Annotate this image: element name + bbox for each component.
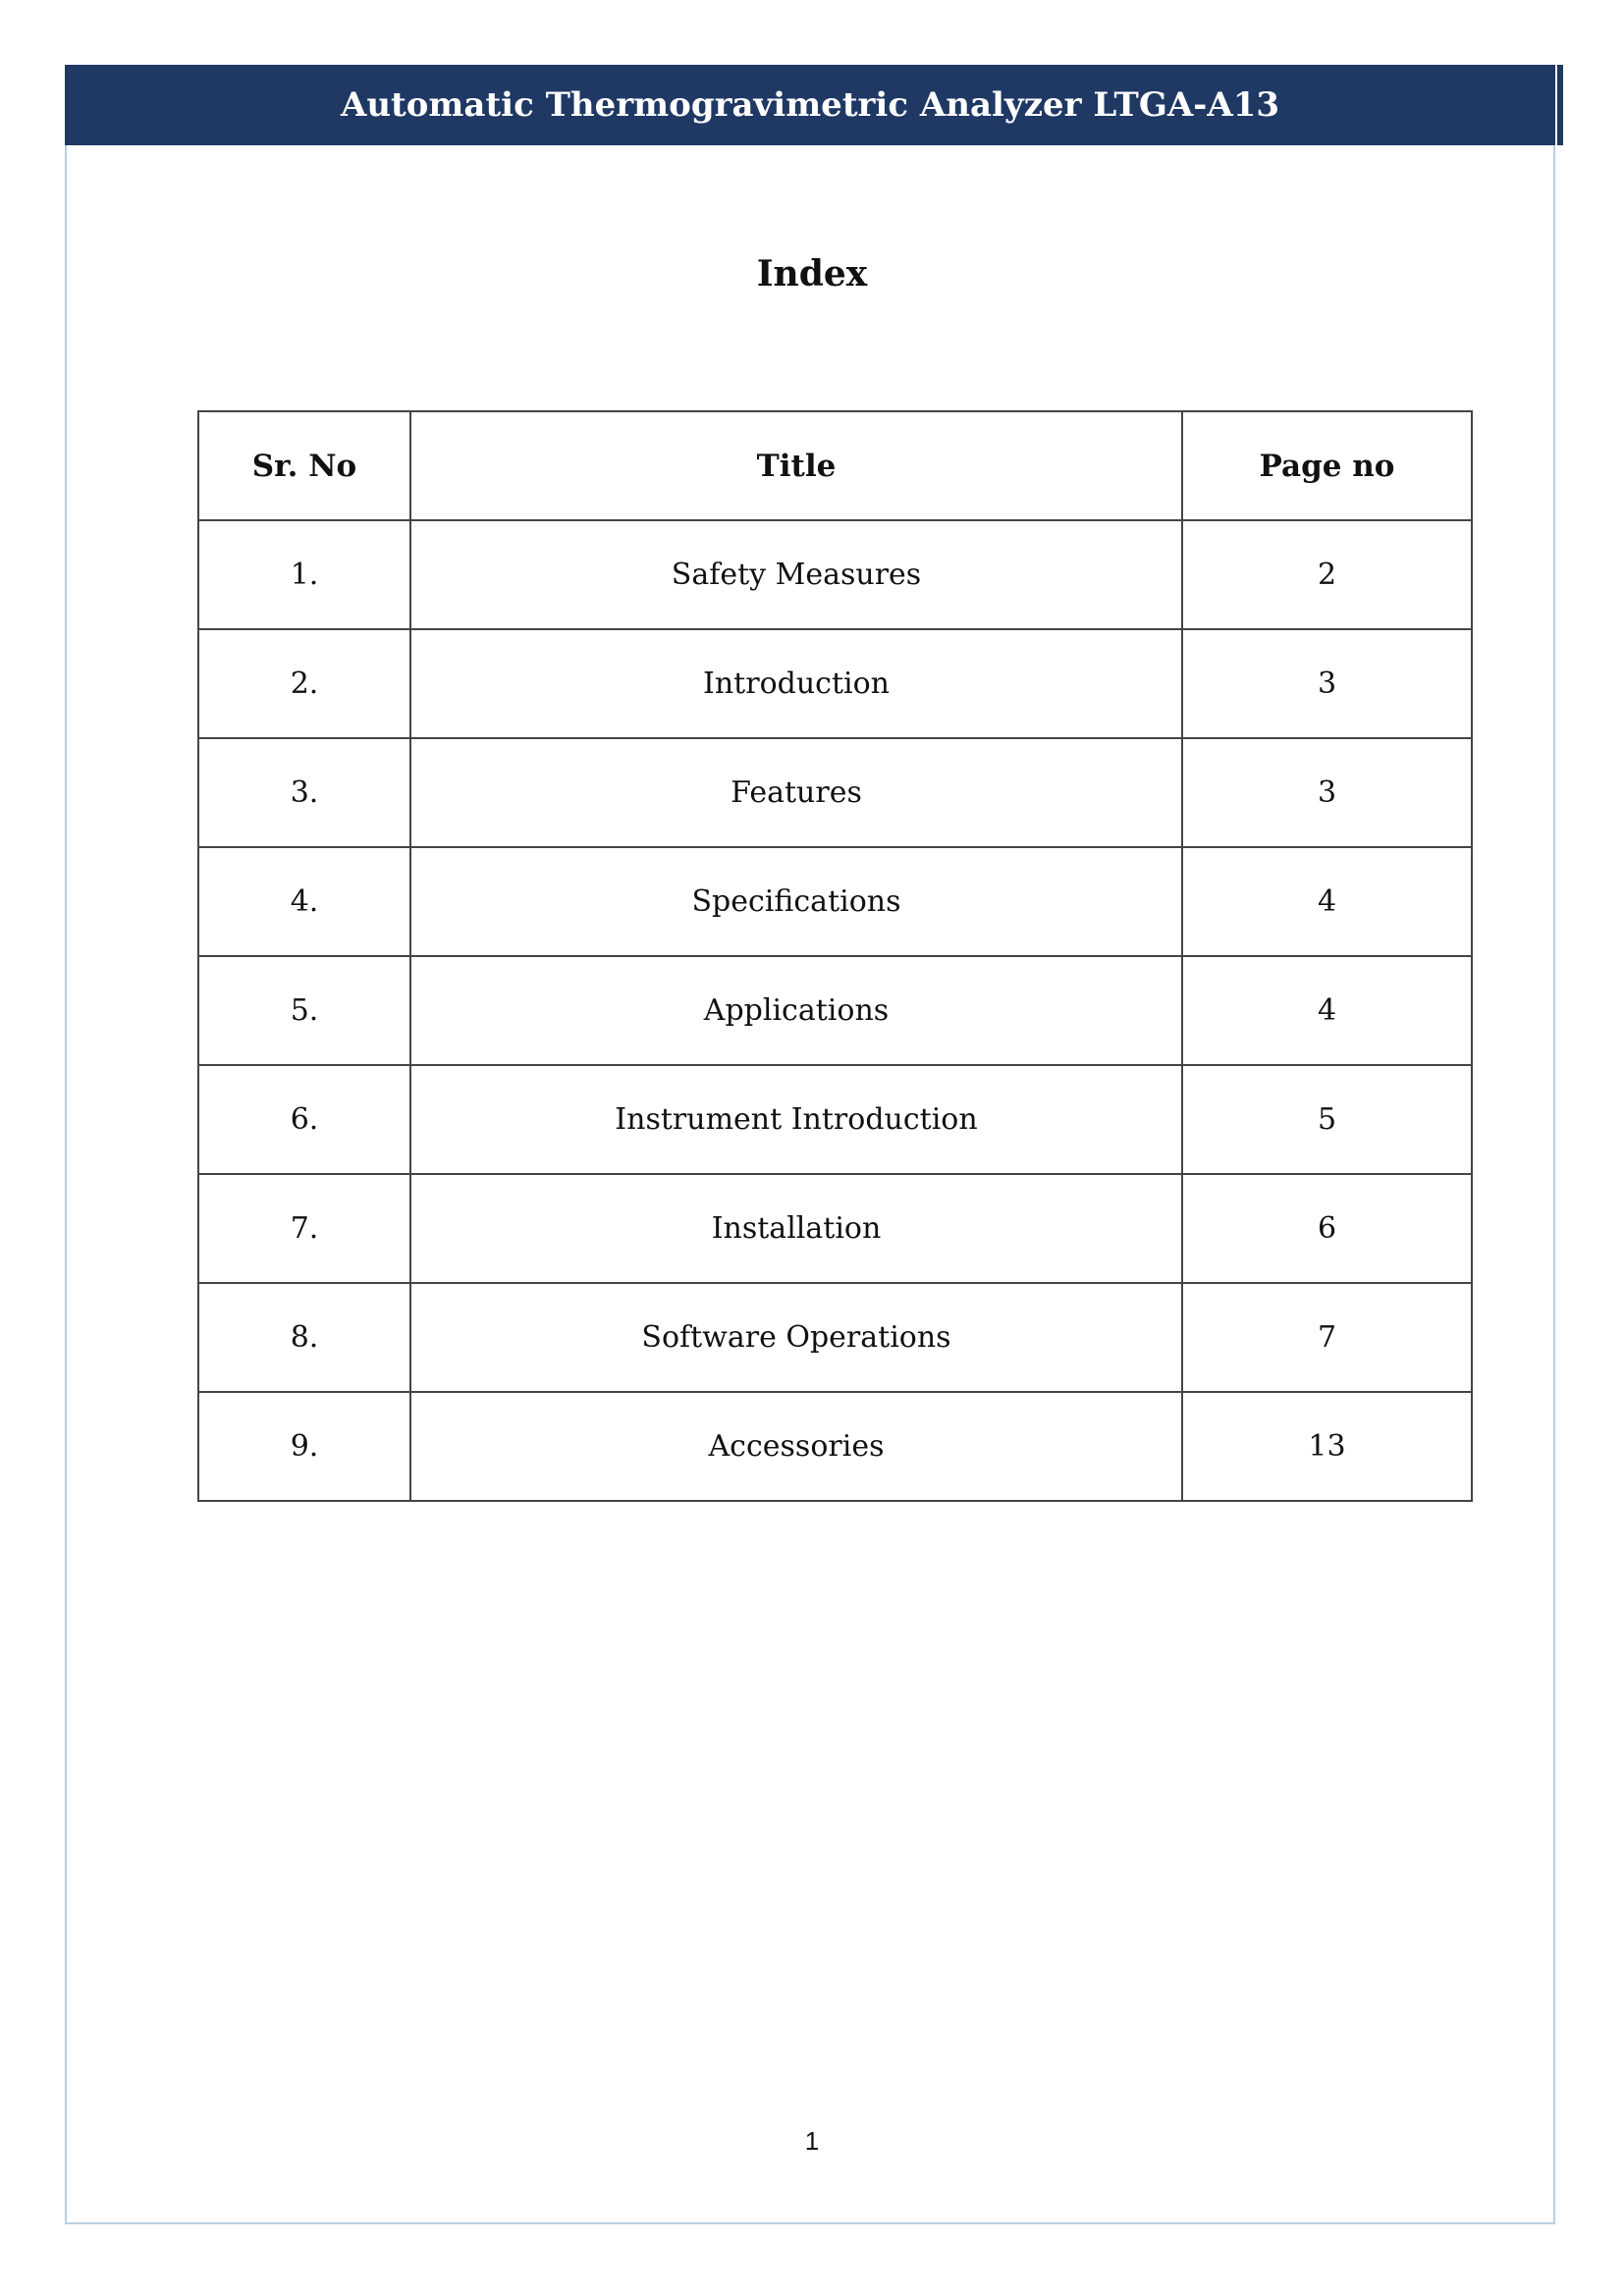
title-cell: Features: [410, 738, 1182, 847]
table-row: [198, 956, 1472, 1065]
table-row: [198, 847, 1472, 956]
table-header-row: [198, 411, 1472, 520]
page-no-cell: 7: [1182, 1283, 1472, 1392]
document-title: Automatic Thermogravimetric Analyzer LTGA-A13: [340, 85, 1280, 125]
table-row: [198, 1174, 1472, 1283]
table-row: [198, 738, 1472, 847]
title-cell: Applications: [410, 956, 1182, 1065]
page-no-cell: 13: [1182, 1392, 1472, 1501]
sr-no-cell: 5.: [198, 956, 410, 1065]
sr-no-cell: 7.: [198, 1174, 410, 1283]
title-cell: Specifications: [410, 847, 1182, 956]
table-row: [198, 629, 1472, 738]
table-row: [198, 1392, 1472, 1501]
table-row: [198, 1065, 1472, 1174]
title-cell: Introduction: [410, 629, 1182, 738]
column-header-title: Title: [410, 411, 1182, 520]
page-no-cell: 4: [1182, 847, 1472, 956]
page-no-cell: 6: [1182, 1174, 1472, 1283]
page-no-cell: 4: [1182, 956, 1472, 1065]
title-cell: Instrument Introduction: [410, 1065, 1182, 1174]
title-cell: Software Operations: [410, 1283, 1182, 1392]
page-no-cell: 2: [1182, 520, 1472, 629]
table-row: [198, 1283, 1472, 1392]
sr-no-cell: 2.: [198, 629, 410, 738]
sr-no-cell: 9.: [198, 1392, 410, 1501]
sr-no-cell: 6.: [198, 1065, 410, 1174]
index-heading: Index: [756, 253, 868, 294]
sr-no-cell: 8.: [198, 1283, 410, 1392]
title-cell: Installation: [410, 1174, 1182, 1283]
title-cell: Accessories: [410, 1392, 1182, 1501]
index-table: [197, 410, 1473, 1502]
page-no-cell: 3: [1182, 738, 1472, 847]
column-header-sr-no: Sr. No: [198, 411, 410, 520]
header-bar: [65, 65, 1555, 145]
sr-no-cell: 3.: [198, 738, 410, 847]
sr-no-cell: 4.: [198, 847, 410, 956]
page-no-cell: 5: [1182, 1065, 1472, 1174]
page-number: 1: [804, 2126, 820, 2156]
table-row: [198, 520, 1472, 629]
column-header-page-no: Page no: [1182, 411, 1472, 520]
title-cell: Safety Measures: [410, 520, 1182, 629]
sr-no-cell: 1.: [198, 520, 410, 629]
page-no-cell: 3: [1182, 629, 1472, 738]
